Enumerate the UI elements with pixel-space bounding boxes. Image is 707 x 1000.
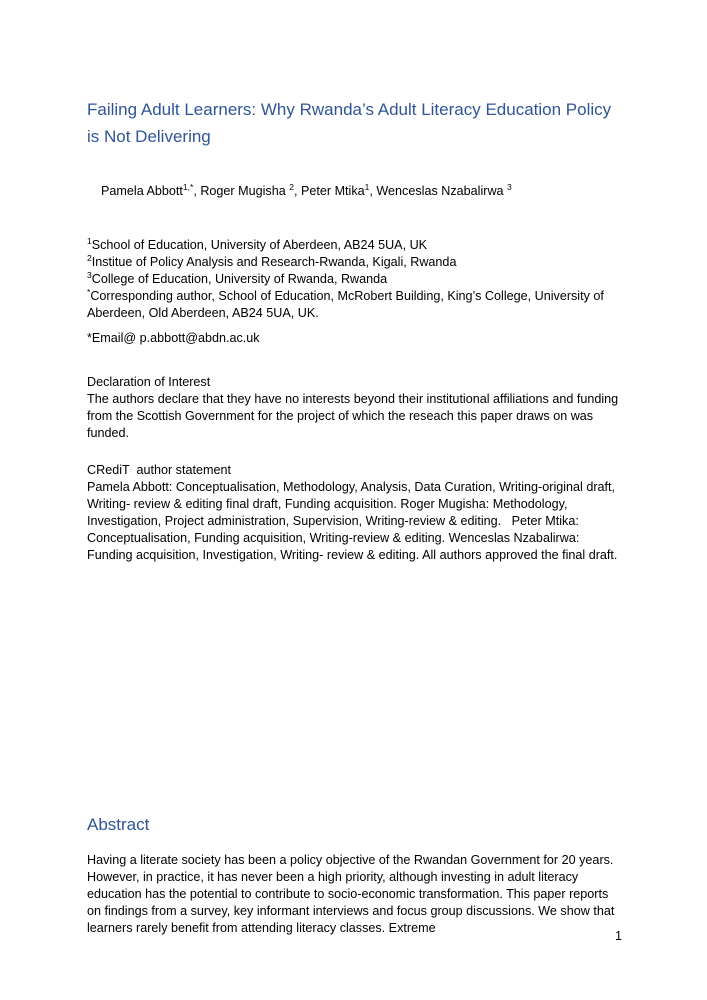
- page-title: Failing Adult Learners: Why Rwanda’s Adult Literacy Education Policy is Not Delivering: [87, 100, 616, 146]
- declaration-of-interest-section: [87, 374, 620, 442]
- authors-line: [87, 166, 620, 217]
- affiliation-text: Institue of Policy Analysis and Research-Rwanda, Kigali, Rwanda: [91, 255, 457, 269]
- author-superscript: 1: [364, 181, 370, 192]
- affiliation-line: [87, 288, 620, 322]
- page-number: 1: [614, 929, 622, 943]
- affiliation-superscript: 1: [87, 235, 92, 246]
- author-superscript: 3: [507, 181, 512, 192]
- author-superscript: 2: [289, 181, 294, 192]
- author-name: , Peter Mtika: [293, 184, 365, 198]
- abstract-body: Having a literate society has been a policy objective of the Rwandan Government for 20 years. However, in practice, it has never been a high priority, although investing in adult literacy education has the potential to contribute to socio-economic transformation. This paper reports on findings from a survey, key informant interviews and focus group discussions. We show that learners rarely benefit from attending literacy classes. Extreme: [87, 853, 618, 935]
- abstract-heading: Abstract: [87, 815, 150, 834]
- affiliation-superscript: 3: [87, 269, 92, 280]
- author-name: Pamela Abbott: [101, 184, 183, 198]
- affiliations-block: [87, 237, 620, 322]
- declaration-heading: Declaration of Interest: [87, 375, 211, 389]
- author-name: , Wenceslas Nzabalirwa: [369, 184, 508, 198]
- email-line: *Email@ p.abbott@abdn.ac.uk: [87, 331, 260, 345]
- declaration-body: The authors declare that they have no interests beyond their institutional affiliations and funding from the Scottish Government for the project of which the reseach this paper draws on was funded.: [87, 392, 622, 440]
- affiliation-text: School of Education, University of Aberdeen, AB24 5UA, UK: [91, 238, 428, 252]
- affiliation-line: [87, 271, 620, 288]
- affiliation-superscript: 2: [87, 252, 92, 263]
- affiliation-text: College of Education, University of Rwanda, Rwanda: [91, 272, 388, 286]
- affiliation-line: [87, 237, 620, 254]
- credit-body: Pamela Abbott: Conceptualisation, Methodology, Analysis, Data Curation, Writing-original draft, Writing- review & editing final draft, Funding acquisition. Roger Mugisha: Methodology, Investigation, Project administration, Supervision, Writing-review & editing. Peter Mtika: Conceptualisation, Funding acquisition, Writing-review & editing. Wenceslas Nzabalirwa: Funding acquisition, Investigation, Writing- review & editing. All authors approved the final draft.: [87, 480, 619, 562]
- credit-heading: CRediT author statement: [87, 463, 231, 477]
- affiliation-text: Corresponding author, School of Education, McRobert Building, King’s College, University of Aberdeen, Old Aberdeen, AB24 5UA, UK.: [87, 289, 607, 320]
- credit-statement-section: [87, 462, 620, 564]
- author-name: , Roger Mugisha: [193, 184, 290, 198]
- affiliation-line: [87, 254, 620, 271]
- affiliation-superscript: *: [87, 286, 91, 297]
- author-superscript: 1,*: [182, 181, 194, 192]
